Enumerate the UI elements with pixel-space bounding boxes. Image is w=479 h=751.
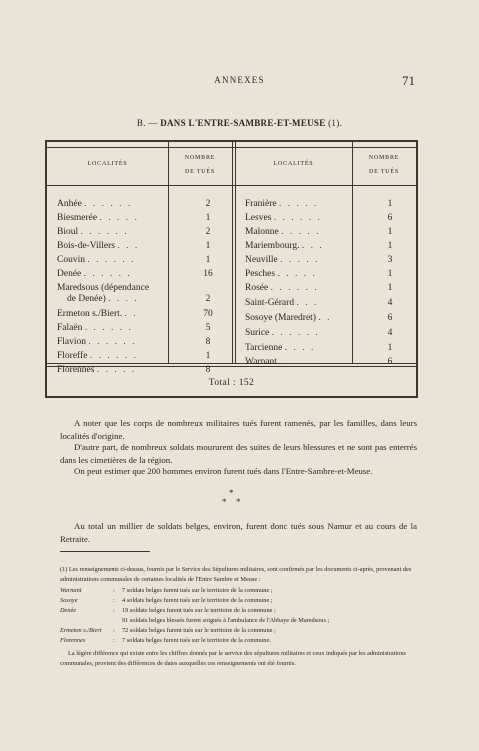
death-count: 2 xyxy=(205,199,211,209)
table-row xyxy=(235,226,416,239)
paragraph-1 xyxy=(60,417,417,442)
footnote-entry-colon: : xyxy=(113,587,115,594)
death-count: 2 xyxy=(205,227,211,237)
death-count: 3 xyxy=(387,255,393,265)
header-localites-right: LOCALITÉS xyxy=(273,161,314,167)
star-left: * xyxy=(222,497,227,507)
locality-name: Surice xyxy=(245,328,270,338)
locality-name: Couvin xyxy=(57,255,85,265)
death-count: 2 xyxy=(205,294,211,304)
table-row xyxy=(47,308,232,321)
header-localites-left: LOCALITÉS xyxy=(87,161,128,167)
locality-name: Mariembourg. xyxy=(245,241,300,251)
section-prefix: B. — xyxy=(136,118,158,128)
running-head xyxy=(0,73,479,87)
table-row xyxy=(47,293,232,306)
locality-name: Biesmerée xyxy=(57,213,98,223)
death-count: 70 xyxy=(203,309,213,319)
footnote-entry-text: 19 soldats belges furent tués sur le territoire de la commune ; xyxy=(122,607,276,614)
death-count: 1 xyxy=(387,227,393,237)
leader-dots: . . . . . xyxy=(277,269,317,279)
leader-dots: . . . . . . xyxy=(271,328,320,338)
locality-name: Falaën xyxy=(57,323,83,333)
table-total: Total : 152 xyxy=(208,378,255,388)
table-row xyxy=(235,282,416,295)
leader-dots: . . . xyxy=(117,241,140,251)
leader-dots: . . . . . . xyxy=(84,323,133,333)
table-row xyxy=(47,226,232,239)
death-count: 6 xyxy=(387,357,393,367)
leader-dots: . . . . . . xyxy=(88,337,137,347)
leader-dots: . . . . . . xyxy=(83,269,132,279)
running-head-title: ANNEXES xyxy=(214,75,265,85)
death-count: 5 xyxy=(205,323,211,333)
table-row xyxy=(235,198,416,211)
table-row xyxy=(235,312,416,325)
leader-dots: . . . . xyxy=(108,294,139,304)
leader-dots: . . . . . xyxy=(281,227,321,237)
table-row xyxy=(47,240,232,253)
table-col-divider-2 xyxy=(232,142,233,364)
locality-name: Sosoye (Maredret) xyxy=(245,313,316,323)
table-row xyxy=(47,254,232,267)
leader-dots: . . . . . . xyxy=(273,213,322,223)
death-count: 4 xyxy=(387,328,393,338)
star-right: * xyxy=(236,497,241,507)
leader-dots: . . xyxy=(318,313,332,323)
death-count: 4 xyxy=(387,298,393,308)
table-row xyxy=(235,212,416,225)
footnote-entry-colon: : xyxy=(113,607,115,614)
table-row xyxy=(235,356,416,369)
leader-dots: . . . . . xyxy=(279,199,319,209)
paragraph-3-text: On peut estimer que 200 hommes environ furent tués dans l'Entre-Sambre-et-Meuse. xyxy=(74,466,373,476)
header-nombre-right: NOMBRE xyxy=(368,155,400,161)
footnote-entry-text: 7 soldats belges furent tués sur le territoire de la commune. xyxy=(122,637,271,644)
locality-name: Bois-de-Villers xyxy=(57,241,116,251)
paragraph-2 xyxy=(60,441,417,466)
section-note-ref: (1). xyxy=(328,118,343,128)
table-row xyxy=(235,254,416,267)
death-count: 1 xyxy=(387,241,393,251)
table-row xyxy=(47,268,232,281)
death-count: 1 xyxy=(387,199,393,209)
footnote-entry-text: 4 soldats belges furent tués sur le territoire de la commune ; xyxy=(122,597,273,604)
death-count: 1 xyxy=(387,269,393,279)
footnote-closing: La légère différence qui existe entre les chiffres donnés par le service des sépultures militaires et ceux indiqués par les administrations communales, provient des différences de dates auxquelles ces renseignements ont été fournis. xyxy=(60,650,406,667)
paragraph-4-text: Au total un millier de soldats belges, environ, furent donc tués sous Namur et au cours de la Retraite. xyxy=(60,521,417,544)
locality-name: Maredsous (dépendance xyxy=(57,283,150,293)
table-row xyxy=(235,297,416,310)
leader-dots: . . . xyxy=(301,241,324,251)
footnote-entry-colon: : xyxy=(113,637,115,644)
table-row xyxy=(235,268,416,281)
star-top: * xyxy=(229,488,234,498)
locality-name: Bioul xyxy=(57,227,79,237)
locality-name: Pesches xyxy=(245,269,276,279)
leader-dots: . . . . . xyxy=(99,213,139,223)
locality-name: Neuville xyxy=(245,255,278,265)
locality-name: Tarcienne xyxy=(245,343,283,353)
death-count: 1 xyxy=(387,343,393,353)
paragraph-2-text: D'autre part, de nombreux soldats moururent des suites de leurs blessures et ne sont pas enterrés dans les cimetières de la région. xyxy=(60,442,417,465)
footnote-rule xyxy=(60,551,150,552)
death-count: 1 xyxy=(205,241,211,251)
header-de-tues-left: DE TUÉS xyxy=(185,169,215,175)
death-count: 8 xyxy=(205,337,211,347)
locality-name: Malonne xyxy=(245,227,279,237)
footnote-entry-text: 91 soldats belges blessés furent soignés à l'ambulance de l'Abbaye de Maredsous ; xyxy=(122,617,330,624)
leader-dots: . . . xyxy=(296,298,319,308)
leader-dots: . . . . . . xyxy=(84,199,133,209)
leader-dots: . . . . . . xyxy=(80,227,129,237)
locality-name: Flavion xyxy=(57,337,87,347)
footnote-entry-text: 7 soldats belges furent tués sur le territoire de la commune ; xyxy=(122,587,273,594)
locality-name: Rosée xyxy=(245,283,269,293)
table-row xyxy=(47,198,232,211)
locality-name: Warnant xyxy=(245,357,277,367)
header-de-tues-right: DE TUÉS xyxy=(369,169,399,175)
footnote-entry-label: Sosoye xyxy=(60,597,78,604)
paragraph-1-text: A noter que les corps de nombreux militaires tués furent ramenés, par les familles, dans leurs localités d'origine. xyxy=(60,418,417,441)
page-number: 71 xyxy=(402,73,415,88)
footnote-intro: (1) Les renseignements ci-dessus, fournis par le Service des Sépultures militaires, sont confirmés par les documents ci-après, provenant des administrations communales de certaines localités de l'Entre Sambre et Meuse : xyxy=(60,566,412,583)
leader-dots: . . . . . xyxy=(280,255,320,265)
locality-name: Denée xyxy=(57,269,82,279)
leader-dots: . . . . xyxy=(284,343,316,353)
death-count: 1 xyxy=(205,351,211,361)
locality-name: Floreffe xyxy=(57,351,88,361)
footnote-entry-text: 72 soldats belges furent tués sur le territoire de la commune ; xyxy=(122,627,276,634)
section-heading: DANS L'ENTRE-SAMBRE-ET-MEUSE xyxy=(160,118,326,128)
death-count: 6 xyxy=(387,213,393,223)
table-row xyxy=(47,322,232,335)
footnote-entry-colon: : xyxy=(113,627,115,634)
table-row xyxy=(47,336,232,349)
footnote-entry-colon: : xyxy=(113,597,115,604)
section-title xyxy=(0,118,479,128)
leader-dots: . . . . . . xyxy=(270,283,319,293)
leader-dots: . . . . . . xyxy=(87,255,136,265)
locality-name: Florennes xyxy=(57,365,95,375)
locality-name: de Denée) xyxy=(67,294,106,304)
footnote-entry-label: Florennes xyxy=(60,637,86,644)
locality-name: Saint-Gérard xyxy=(245,298,295,308)
footnote-entry-label: Denée xyxy=(60,607,77,614)
death-count: 1 xyxy=(205,213,211,223)
locality-name: Ermeton s./Biert. xyxy=(57,309,123,319)
death-count: 1 xyxy=(205,255,211,265)
footnote-entry-label: Warnant xyxy=(60,587,82,594)
leader-dots: . . xyxy=(124,309,138,319)
casualty-table xyxy=(45,140,418,398)
table-row xyxy=(47,212,232,225)
paragraph-3 xyxy=(60,465,417,478)
locality-name: Franière xyxy=(245,199,277,209)
table-row xyxy=(235,240,416,253)
header-nombre-left: NOMBRE xyxy=(184,155,216,161)
table-row xyxy=(235,342,416,355)
table-row xyxy=(47,350,232,363)
table-row xyxy=(235,327,416,340)
leader-dots: . . . . . . xyxy=(89,351,138,361)
death-count: 1 xyxy=(387,283,393,293)
paragraph-4 xyxy=(60,520,417,545)
leader-dots: . . . . . xyxy=(279,357,319,367)
footnote-entry-label: Ermeton s./Biert xyxy=(60,627,102,634)
leader-dots: . . . . . xyxy=(96,365,137,375)
death-count: 8 xyxy=(205,365,211,375)
table-row xyxy=(47,364,232,377)
death-count: 16 xyxy=(203,269,213,279)
locality-name: Lesves xyxy=(245,213,272,223)
death-count: 6 xyxy=(387,313,393,323)
locality-name: Anhée xyxy=(57,199,82,209)
